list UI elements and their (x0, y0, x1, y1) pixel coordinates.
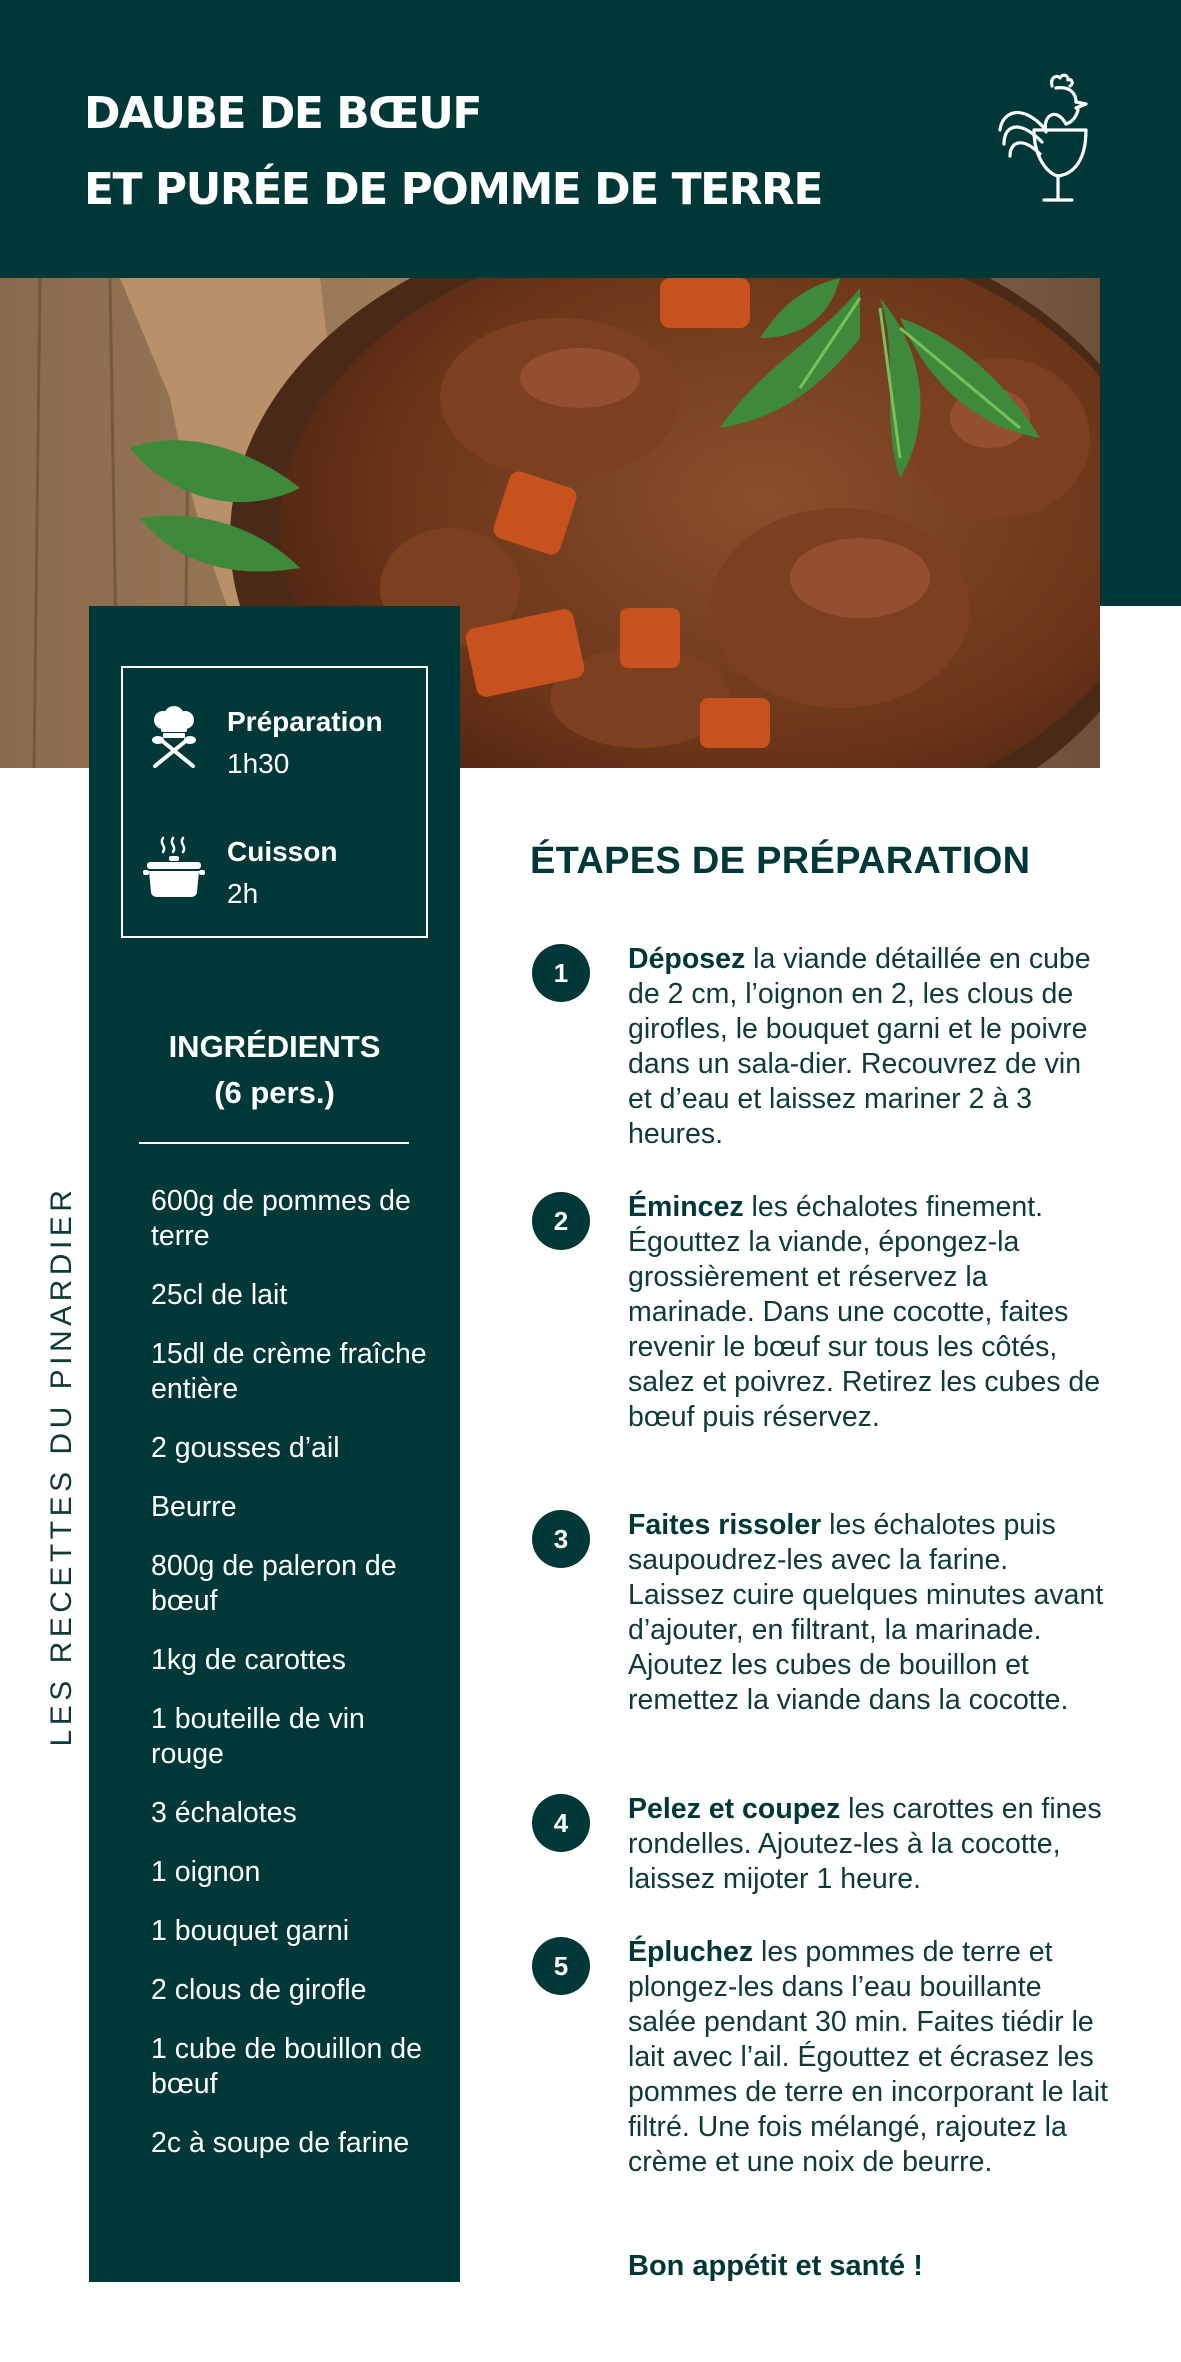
ingredient-item: 600g de pommes de terre (151, 1185, 411, 1252)
preparation-label: Préparation (227, 706, 383, 737)
step-description: les pommes de terre et plongez-les dans l’eau bouillante salée pendant 30 min. Faites tiédir le lait avec l’ail. Égouttez et écrasez les pommes de terre en incorporant le lait filtré. Une fois mélangé, rajoutez la crème et une noix de beurre. (628, 1936, 1108, 2178)
time-box (121, 666, 428, 938)
step-number-badge: 2 (532, 1192, 590, 1250)
step-text (628, 1508, 1110, 1718)
ingredient-item: 2c à soupe de farine (151, 2127, 410, 2159)
ingredient-item: 1 bouteille de vin rouge (151, 1703, 365, 1770)
ingredient-item: 25cl de lait (151, 1279, 288, 1311)
ingredients-list (151, 1184, 441, 2185)
step-action: Émincez (628, 1191, 744, 1223)
step-description: la viande détaillée en cube de 2 cm, l’oignon en 2, les clous de girofles, le bouquet garni et le poivre dans un sala-dier. Recouvrez de vin et d’eau et laissez mariner 2 à 3 heures. (628, 943, 1091, 1150)
closing-message: Bon appétit et santé ! (628, 2250, 923, 2282)
ingredients-title: INGRÉDIENTS (168, 1029, 381, 1064)
step-text (628, 1190, 1110, 1435)
step-text (628, 1792, 1110, 1897)
ingredient-item: 800g de paleron de bœuf (151, 1550, 397, 1617)
rooster-wine-glass-icon (994, 72, 1106, 206)
header-banner (0, 0, 1181, 278)
ingredients-heading (89, 1024, 460, 1116)
preparation-value: 1h30 (227, 748, 290, 779)
step-number-badge: 1 (532, 944, 590, 1002)
step-description: les carottes en fines rondelles. Ajoutez-les à la cocotte, laissez mijoter 1 heure. (628, 1793, 1102, 1895)
step-number-badge: 4 (532, 1794, 590, 1852)
step-number-badge: 3 (532, 1510, 590, 1568)
step-text (628, 942, 1110, 1152)
ingredients-sidebar (89, 606, 460, 2282)
ingredient-item: 2 clous de girofle (151, 1974, 367, 2006)
step-text (628, 1935, 1110, 2180)
step-action: Faites rissoler (628, 1509, 822, 1541)
ingredients-servings: (6 pers.) (214, 1075, 335, 1110)
cuisson-time (123, 826, 426, 916)
step-description: les échalotes finement. Égouttez la viande, épongez-la grossièrement et réservez la marinade. Dans une cocotte, faites revenir le bœuf sur tous les côtés, salez et poivrez. Retirez les cubes de bœuf puis réservez. (628, 1191, 1101, 1433)
ingredient-item: 1 bouquet garni (151, 1915, 350, 1947)
title-line-2: ET PURÉE DE POMME DE TERRE (84, 164, 822, 215)
ingredient-item: 3 échalotes (151, 1797, 297, 1829)
steps-title: ÉTAPES DE PRÉPARATION (530, 840, 1031, 882)
chef-hat-utensils-icon (143, 706, 205, 768)
cuisson-value: 2h (227, 878, 259, 909)
ingredient-item: 15dl de crème fraîche entière (151, 1338, 427, 1405)
title-line-1: DAUBE DE BŒUF (84, 88, 481, 139)
cuisson-label: Cuisson (227, 836, 338, 867)
ingredient-item: Beurre (151, 1491, 237, 1523)
step-number-badge: 5 (532, 1937, 590, 1995)
step-action: Pelez et coupez (628, 1793, 841, 1825)
ingredient-item: 1 oignon (151, 1856, 261, 1888)
step-action: Épluchez (628, 1936, 754, 1968)
step-action: Déposez (628, 943, 746, 975)
ingredient-item: 2 gousses d’ail (151, 1432, 340, 1464)
vertical-brand-label: LES RECETTES DU PINARDIER (45, 1185, 78, 1747)
ingredient-item: 1kg de carottes (151, 1644, 346, 1676)
preparation-time (123, 696, 426, 786)
recipe-title (84, 76, 822, 228)
ingredient-item: 1 cube de bouillon de bœuf (151, 2033, 422, 2100)
cooking-pot-icon (143, 836, 205, 898)
ingredients-divider (139, 1142, 409, 1144)
step-description: les échalotes puis saupoudrez-les avec la farine. Laissez cuire quelques minutes avant d’ajouter, en filtrant, la marinade. Ajoutez les cubes de bouillon et remettez la viande dans la cocotte. (628, 1509, 1104, 1716)
